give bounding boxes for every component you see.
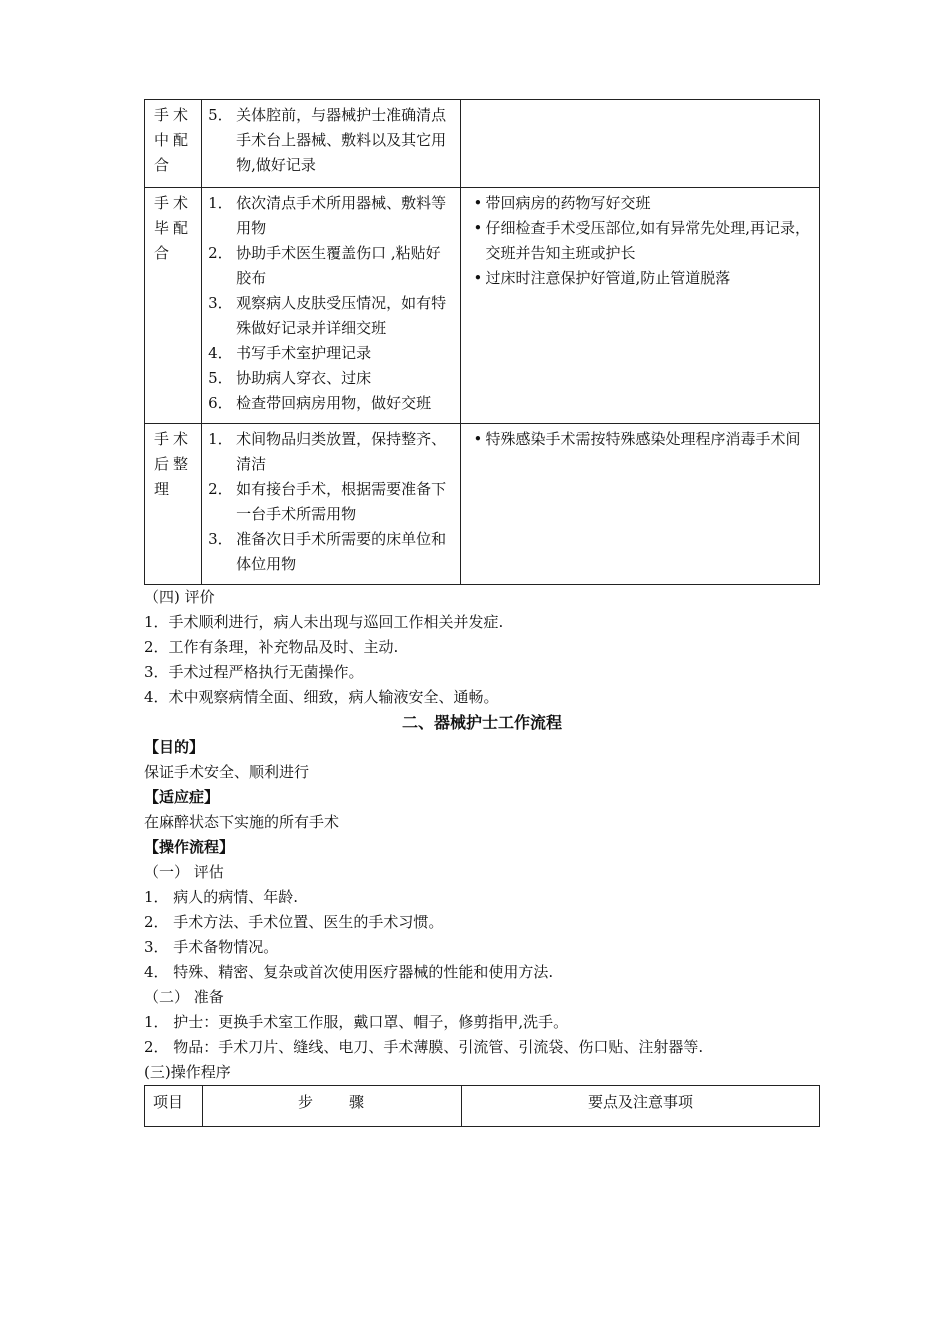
row-label: 手术后整理 bbox=[145, 424, 202, 585]
indication-text: 在麻醉状态下实施的所有手术 bbox=[144, 813, 340, 831]
bullet-icon: • bbox=[473, 269, 483, 287]
step-item: 2． 协助手术医生覆盖伤口 ,粘贴好胶布 bbox=[208, 244, 441, 287]
procedure-header-table bbox=[144, 1085, 820, 1127]
step-item: 5． 关体腔前，与器械护士准确清点手术台上器械、敷料以及其它用物,做好记录 bbox=[208, 106, 447, 174]
row-label: 手术毕配合 bbox=[145, 188, 202, 424]
evaluation-item: 1．手术顺利进行，病人未出现与巡回工作相关并发症. bbox=[144, 613, 504, 631]
assess-item: 1． 病人的病情、年龄. bbox=[144, 888, 299, 906]
row-label: 手术中配合 bbox=[145, 100, 202, 188]
purpose-title: 【目的】 bbox=[144, 738, 205, 756]
header-item: 项目 bbox=[145, 1086, 203, 1127]
evaluation-title: （四) 评价 bbox=[144, 588, 215, 606]
steps-cell bbox=[202, 424, 461, 585]
step-item: 2． 如有接台手术，根据需要准备下一台手术所需用物 bbox=[208, 480, 447, 523]
evaluation-section bbox=[144, 585, 820, 710]
step-item: 4． 书写手术室护理记录 bbox=[208, 344, 372, 362]
step-item: 3． 准备次日手术所需要的床单位和体位用物 bbox=[208, 530, 447, 573]
evaluation-item: 2．工作有条理，补充物品及时、主动. bbox=[144, 638, 399, 656]
header-notes: 要点及注意事项 bbox=[462, 1086, 820, 1127]
procedure-table bbox=[144, 99, 820, 585]
step-item: 3． 观察病人皮肤受压情况，如有特殊做好记录并详细交班 bbox=[208, 294, 447, 337]
bullet-icon: • bbox=[473, 194, 483, 212]
evaluation-item: 4．术中观察病情全面、细致，病人输液安全、通畅。 bbox=[144, 688, 499, 706]
table-row bbox=[145, 100, 820, 188]
notes-cell bbox=[461, 188, 820, 424]
step-item: 1． 术间物品归类放置，保持整齐、清洁 bbox=[208, 430, 447, 473]
bullet-icon: • bbox=[473, 430, 483, 448]
procedure-title: 【操作流程】 bbox=[144, 838, 235, 856]
table-header-row bbox=[145, 1086, 820, 1127]
indication-title: 【适应症】 bbox=[144, 788, 220, 806]
bullet-icon: • bbox=[473, 219, 483, 237]
evaluation-item: 3．手术过程严格执行无菌操作。 bbox=[144, 663, 364, 681]
note-item: • 仔细检查手术受压部位,如有异常先处理,再记录，交班并告知主班或护长 bbox=[467, 216, 813, 266]
document-page bbox=[144, 99, 820, 1127]
table-row bbox=[145, 424, 820, 585]
step-item: 1． 依次清点手术所用器械、敷料等用物 bbox=[208, 194, 447, 237]
step-item: 6． 检查带回病房用物，做好交班 bbox=[208, 394, 432, 412]
prep-item: 2． 物品：手术刀片、缝线、电刀、手术薄膜、引流管、引流袋、伤口贴、注射器等. bbox=[144, 1038, 704, 1056]
prep-item: 1． 护士：更换手术室工作服，戴口罩、帽子，修剪指甲,洗手。 bbox=[144, 1013, 569, 1031]
table-row bbox=[145, 188, 820, 424]
purpose-text: 保证手术安全、顺利进行 bbox=[144, 763, 310, 781]
notes-cell bbox=[461, 424, 820, 585]
note-item: • 带回病房的药物写好交班 bbox=[467, 191, 813, 216]
assess-item: 2． 手术方法、手术位置、医生的手术习惯。 bbox=[144, 913, 444, 931]
section-two bbox=[144, 710, 820, 1085]
prep-title: （二） 准备 bbox=[144, 988, 224, 1006]
steps-cell bbox=[202, 188, 461, 424]
assess-item: 3． 手术备物情况。 bbox=[144, 938, 279, 956]
assess-item: 4． 特殊、精密、复杂或首次使用医疗器械的性能和使用方法. bbox=[144, 963, 554, 981]
notes-cell bbox=[461, 100, 820, 188]
program-title: (三)操作程序 bbox=[144, 1063, 231, 1081]
assess-title: （一） 评估 bbox=[144, 863, 224, 881]
section-heading: 二、器械护士工作流程 bbox=[401, 713, 562, 732]
steps-cell bbox=[202, 100, 461, 188]
header-steps: 步 骤 bbox=[203, 1086, 462, 1127]
step-item: 5． 协助病人穿衣、过床 bbox=[208, 369, 372, 387]
note-item: • 特殊感染手术需按特殊感染处理程序消毒手术间 bbox=[467, 427, 813, 452]
note-item: • 过床时注意保护好管道,防止管道脱落 bbox=[467, 266, 813, 291]
